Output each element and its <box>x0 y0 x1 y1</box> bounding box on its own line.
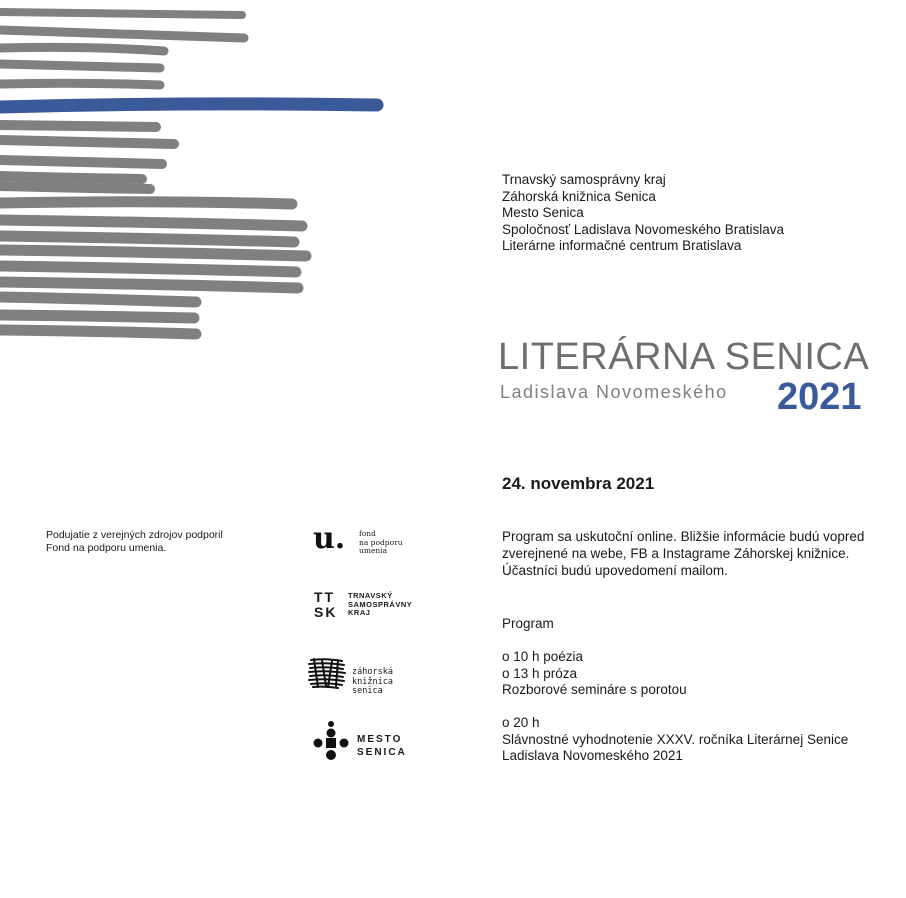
organizer-item: Literárne informačné centrum Bratislava <box>502 238 742 253</box>
mesto-text-line: MESTO <box>357 734 403 745</box>
program-line: o 20 h <box>502 715 540 730</box>
ttsk-mark-bottom: SK <box>314 604 338 620</box>
zks-logo <box>308 657 418 697</box>
zks-text-line: záhorská <box>352 667 393 677</box>
brush-strokes-graphic <box>0 0 400 350</box>
fpu-mark: u. <box>313 521 346 556</box>
organizer-item: Trnavský samosprávny kraj <box>502 172 666 187</box>
event-year: 2021 <box>777 376 862 418</box>
organizer-item: Záhorská knižnica Senica <box>502 188 656 204</box>
event-date: 24. novembra 2021 <box>502 474 655 493</box>
program-section <box>502 616 848 765</box>
mesto-dots-icon <box>313 719 349 765</box>
ttsk-logo <box>314 590 424 624</box>
ttsk-text-line: TRNAVSKÝ <box>348 591 393 600</box>
support-note <box>46 529 223 555</box>
ttsk-text-line: SAMOSPRÁVNY <box>348 599 413 609</box>
event-subtitle: Ladislava Novomeského <box>500 382 728 402</box>
info-paragraph: Program sa uskutoční online. Bližšie informácie budú vopred zverejnené na webe, FB a Instagrame Záhorskej knižnice. Účastníci budú upovedomení mailom. <box>502 529 865 578</box>
fpu-logo <box>313 521 413 559</box>
mesto-senica-logo <box>313 719 423 765</box>
organizers-list <box>502 172 784 255</box>
support-line: Podujatie z verejných zdrojov podporil <box>46 529 223 541</box>
organizer-item: Spoločnosť Ladislava Novomeského Bratislava <box>502 221 784 237</box>
program-line: o 13 h próza <box>502 665 578 681</box>
ttsk-text-line: KRAJ <box>348 608 371 617</box>
fpu-text-line: na podporu <box>359 537 403 547</box>
program-heading: Program <box>502 616 554 631</box>
zks-text-line: senica <box>352 686 383 696</box>
program-line <box>502 633 848 650</box>
program-line: Rozborové semináre s porotou <box>502 682 687 697</box>
support-line: Fond na podporu umenia. <box>46 542 167 554</box>
event-title: LITERÁRNA SENICA <box>498 336 870 378</box>
zks-text-line: knižnica <box>352 676 393 687</box>
zks-scribble-icon <box>308 657 346 689</box>
program-line: o 10 h poézia <box>502 649 584 664</box>
fpu-text-line: fond <box>359 529 376 538</box>
mesto-text-line: SENICA <box>357 747 407 758</box>
ttsk-mark-top: TT <box>314 589 336 605</box>
program-line: Ladislava Novomeského 2021 <box>502 748 683 763</box>
program-line <box>502 699 848 716</box>
fpu-text-line: umenia <box>359 546 388 555</box>
program-line: Slávnostné vyhodnotenie XXXV. ročníka Literárnej Senice <box>502 731 849 747</box>
organizer-item: Mesto Senica <box>502 205 584 220</box>
